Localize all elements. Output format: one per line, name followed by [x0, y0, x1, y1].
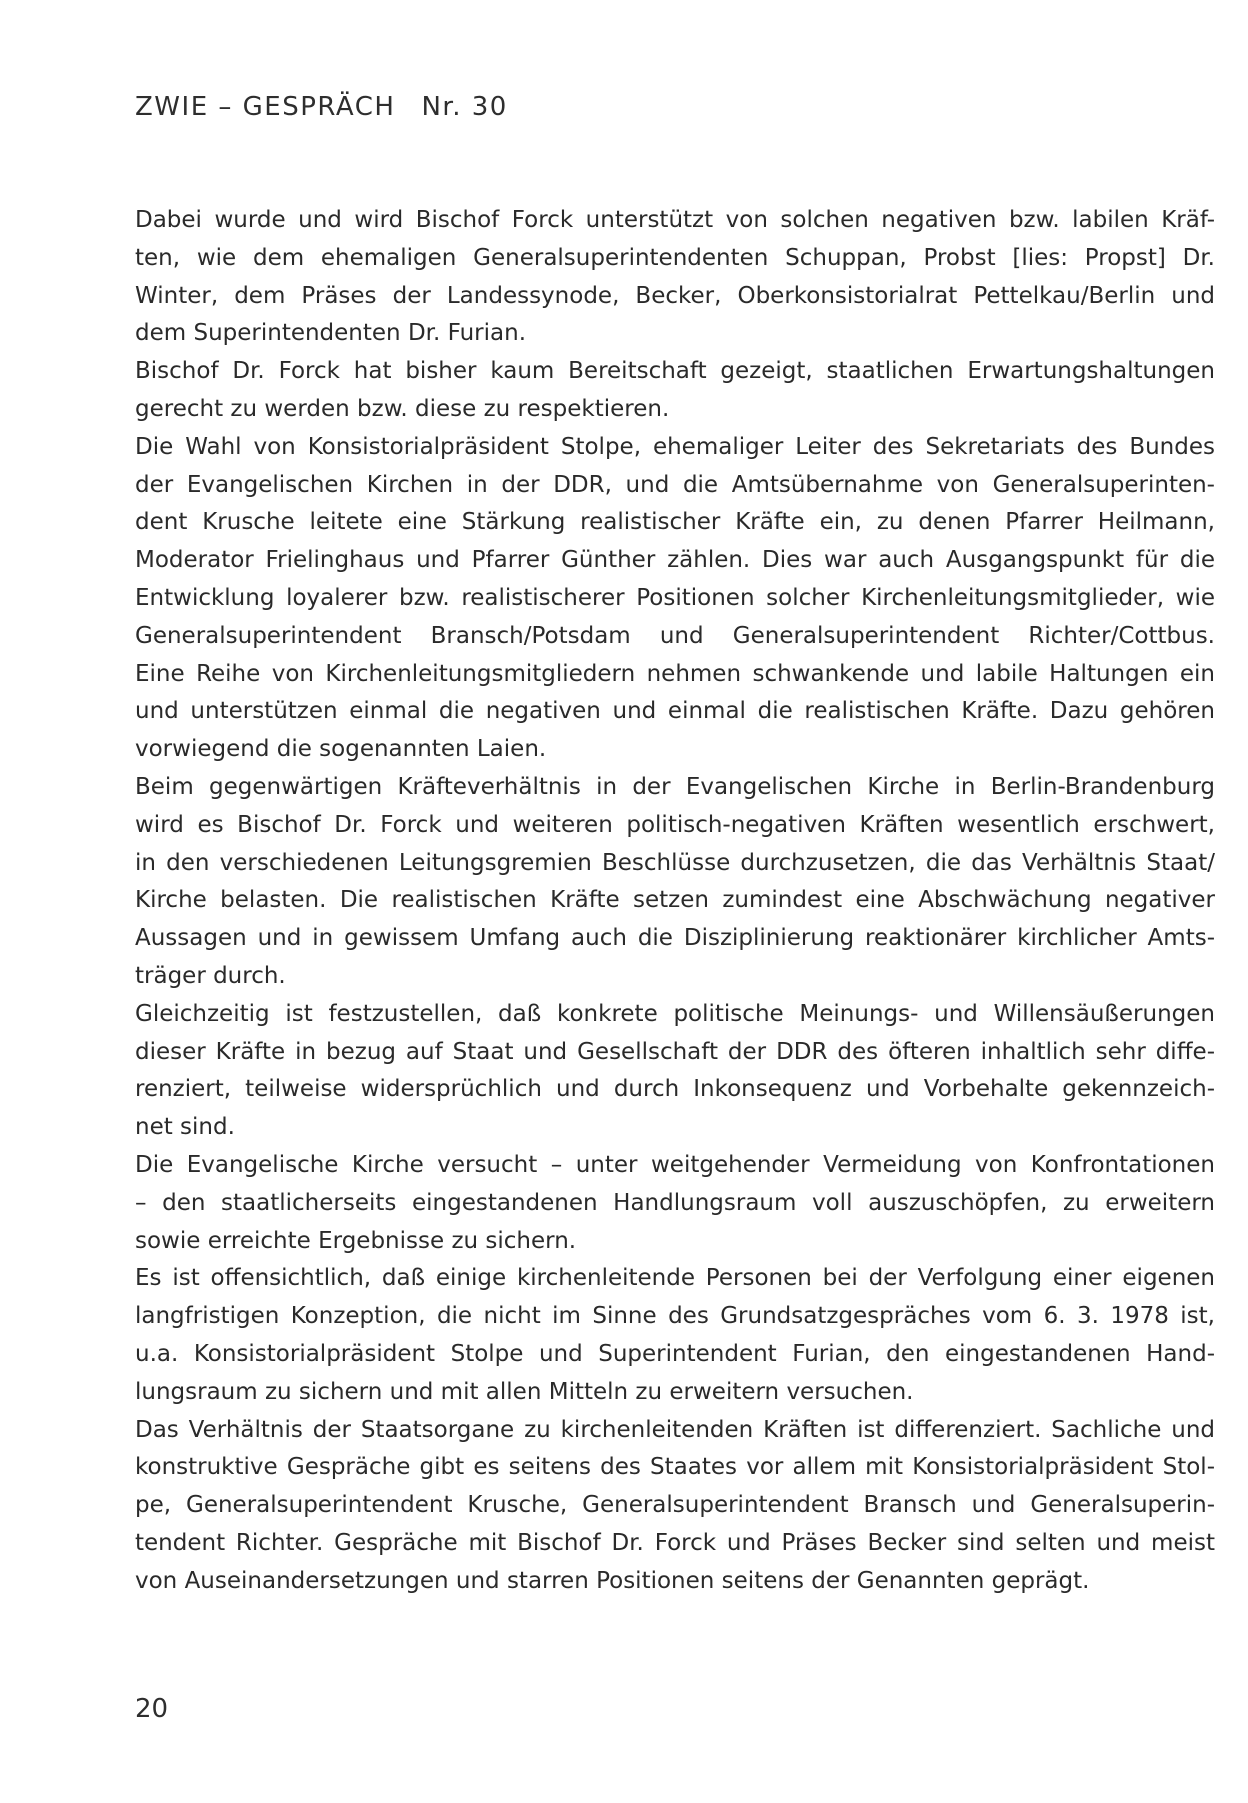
- text-line: in den verschiedenen Leitungsgremien Beschlüsse durchzusetzen, die das Verhältnis Staat/: [135, 849, 1215, 876]
- text-line: renziert, teilweise widersprüchlich und durch Inkonsequenz und Vorbehalte gekennzeich-: [135, 1076, 1215, 1103]
- text-line: dieser Kräfte in bezug auf Staat und Gesellschaft der DDR des öfteren inhaltlich sehr diffe-: [135, 1038, 1215, 1065]
- text-line: Kirche belasten. Die realistischen Kräfte setzen zumindest eine Abschwächung negativer: [135, 887, 1215, 914]
- header-issue-number: Nr. 30: [421, 92, 508, 122]
- text-line: der Evangelischen Kirchen in der DDR, und die Amtsübernahme von Generalsuperinten-: [135, 471, 1215, 498]
- text-line: Bischof Dr. Forck hat bisher kaum Bereitschaft gezeigt, staatlichen Erwartungshaltungen: [135, 358, 1215, 385]
- text-line: pe, Generalsuperintendent Krusche, Generalsuperintendent Bransch und Generalsuperin-: [135, 1492, 1215, 1519]
- text-line: gerecht zu werden bzw. diese zu respektieren.: [135, 395, 670, 422]
- text-line: Das Verhältnis der Staatsorgane zu kirchenleitenden Kräften ist differenziert. Sachliche und: [135, 1416, 1215, 1443]
- text-line: tendent Richter. Gespräche mit Bischof Dr. Forck und Präses Becker sind selten und meist: [135, 1529, 1215, 1556]
- body-text: [135, 202, 1215, 1600]
- page-number: 20: [135, 1694, 169, 1724]
- text-line: dent Krusche leitete eine Stärkung realistischer Kräfte ein, zu denen Pfarrer Heilmann,: [135, 509, 1215, 536]
- text-line: vorwiegend die sogenannten Laien.: [135, 736, 547, 763]
- header-title: ZWIE – GESPRÄCH: [135, 92, 396, 122]
- text-line: träger durch.: [135, 962, 286, 989]
- text-line: Moderator Frielinghaus und Pfarrer Günther zählen. Dies war auch Ausgangspunkt für die: [135, 547, 1215, 574]
- text-line: Die Evangelische Kirche versucht – unter weitgehender Vermeidung von Konfrontationen: [135, 1151, 1215, 1178]
- text-line: langfristigen Konzeption, die nicht im Sinne des Grundsatzgespräches vom 6. 3. 1978 ist,: [135, 1303, 1215, 1330]
- text-line: Gleichzeitig ist festzustellen, daß konkrete politische Meinungs- und Willensäußerungen: [135, 1000, 1215, 1027]
- text-line: von Auseinandersetzungen und starren Positionen seitens der Genannten geprägt.: [135, 1567, 1090, 1594]
- text-line: lungsraum zu sichern und mit allen Mitteln zu erweitern versuchen.: [135, 1378, 914, 1405]
- text-line: net sind.: [135, 1114, 235, 1141]
- text-line: Aussagen und in gewissem Umfang auch die Disziplinierung reaktionärer kirchlicher Amts-: [135, 925, 1215, 952]
- text-line: wird es Bischof Dr. Forck und weiteren politisch-negativen Kräften wesentlich erschwert,: [135, 811, 1215, 838]
- text-line: Winter, dem Präses der Landessynode, Becker, Oberkonsistorialrat Pettelkau/Berlin und: [135, 282, 1215, 309]
- text-line: Es ist offensichtlich, daß einige kirchenleitende Personen bei der Verfolgung einer eigenen: [135, 1265, 1215, 1292]
- text-line: Die Wahl von Konsistorialpräsident Stolpe, ehemaliger Leiter des Sekretariats des Bundes: [135, 433, 1215, 460]
- text-line: Beim gegenwärtigen Kräfteverhältnis in der Evangelischen Kirche in Berlin-Brandenburg: [135, 773, 1215, 800]
- text-line: u.a. Konsistorialpräsident Stolpe und Superintendent Furian, den eingestandenen Hand-: [135, 1340, 1215, 1367]
- text-line: dem Superintendenten Dr. Furian.: [135, 320, 526, 347]
- running-header: [135, 92, 508, 122]
- text-line: Entwicklung loyalerer bzw. realistischerer Positionen solcher Kirchenleitungsmitglieder, wie: [135, 584, 1215, 611]
- text-line: Eine Reihe von Kirchenleitungsmitgliedern nehmen schwankende und labile Haltungen ein: [135, 660, 1215, 687]
- text-line: ten, wie dem ehemaligen Generalsuperintendenten Schuppan, Probst [lies: Propst] Dr.: [135, 244, 1215, 271]
- text-line: konstruktive Gespräche gibt es seitens des Staates vor allem mit Konsistorialpräsident Stol-: [135, 1454, 1215, 1481]
- text-line: Dabei wurde und wird Bischof Forck unterstützt von solchen negativen bzw. labilen Kräf-: [135, 207, 1215, 233]
- text-line: Generalsuperintendent Bransch/Potsdam und Generalsuperintendent Richter/Cottbus.: [135, 622, 1215, 649]
- text-line: – den staatlicherseits eingestandenen Handlungsraum voll auszuschöpfen, zu erweitern: [135, 1189, 1215, 1216]
- text-line: und unterstützen einmal die negativen und einmal die realistischen Kräfte. Dazu gehören: [135, 698, 1215, 725]
- text-line: sowie erreichte Ergebnisse zu sichern.: [135, 1227, 577, 1254]
